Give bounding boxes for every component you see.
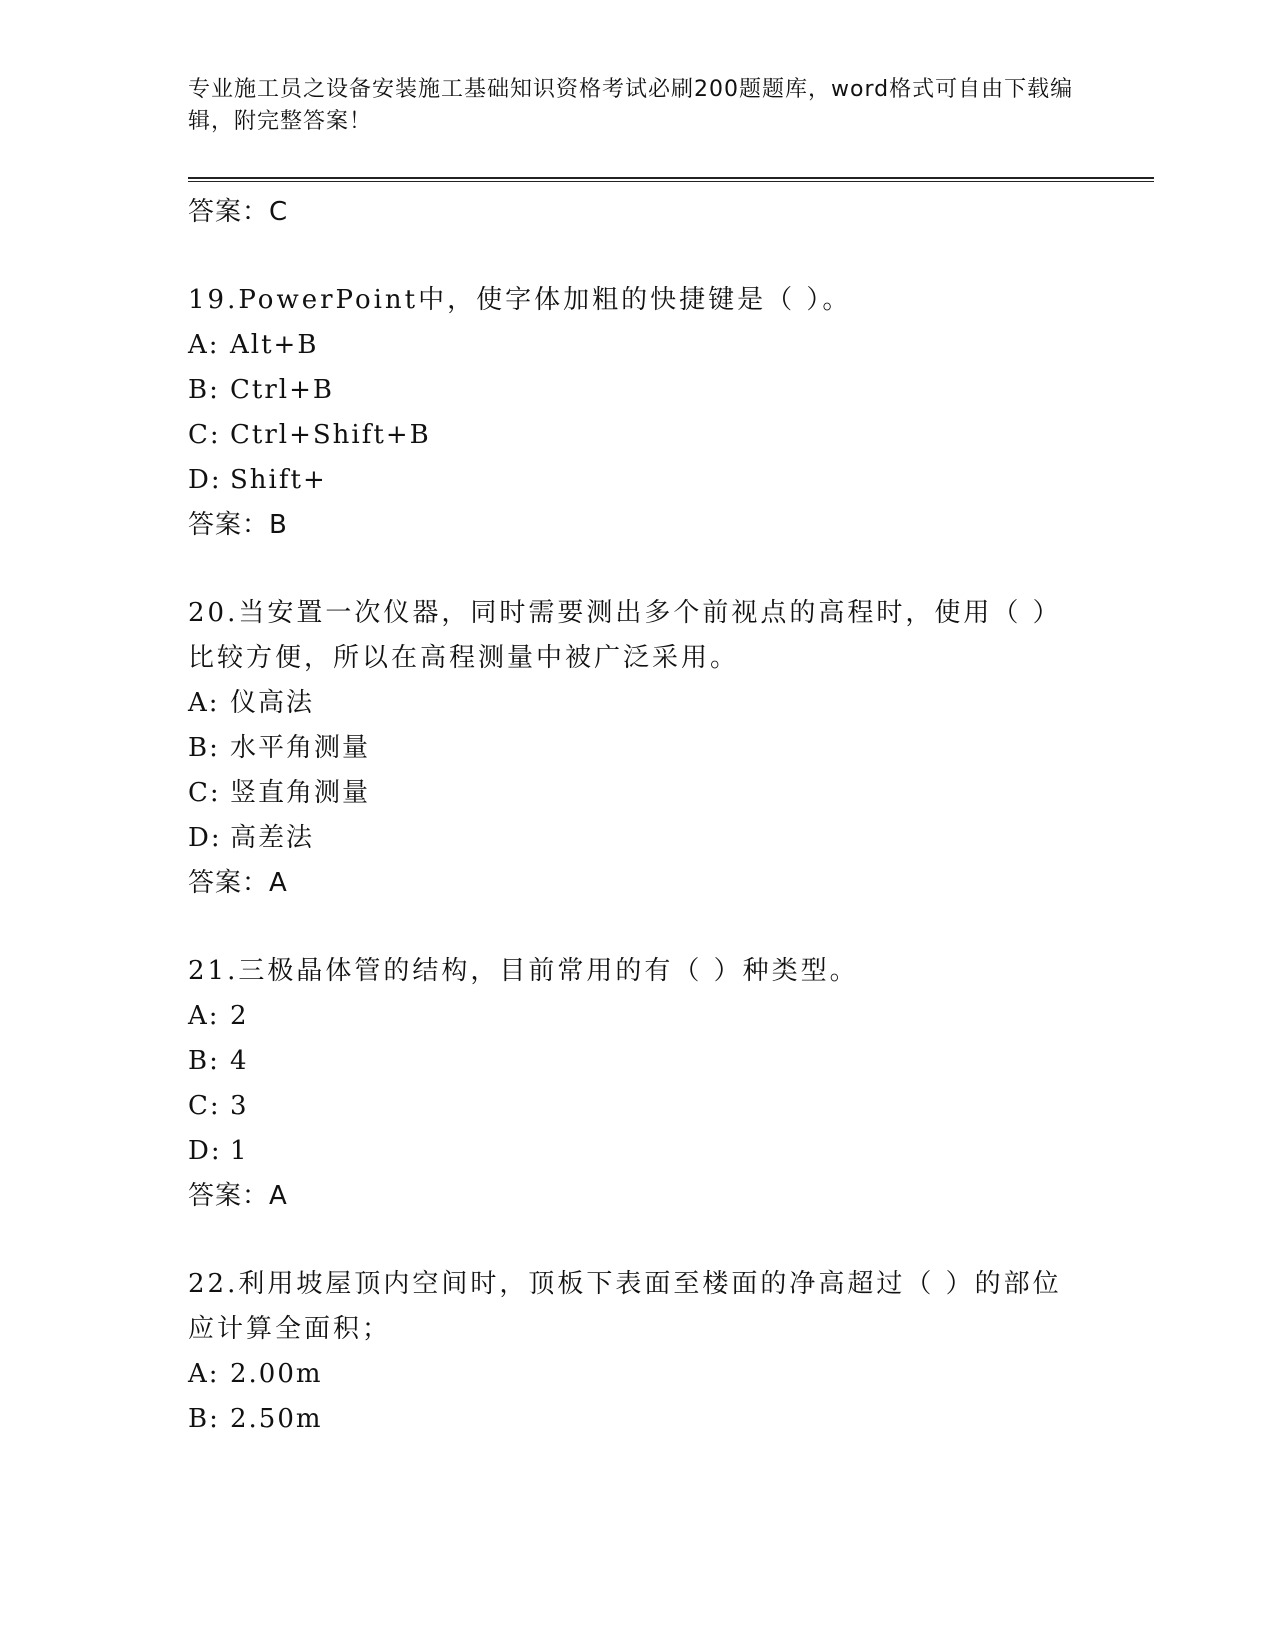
option-letter: C: — [188, 778, 221, 808]
option-letter: B: — [188, 1046, 220, 1076]
option-a — [188, 994, 1088, 1039]
question-text: 21.三极晶体管的结构，目前常用的有（ ）种类型。 — [188, 956, 859, 986]
option-a — [188, 323, 1088, 368]
option-text: 3 — [230, 1091, 249, 1121]
header-rule-bottom — [188, 181, 1154, 182]
question-item — [188, 949, 1088, 1218]
option-text: 2.00m — [230, 1359, 323, 1389]
option-letter: A: — [188, 688, 220, 718]
option-letter: B: — [188, 375, 220, 405]
option-a — [188, 1352, 1088, 1397]
document-header: 专业施工员之设备安装施工基础知识资格考试必刷200题题库，word格式可自由下载编辑，附完整答案！ — [188, 77, 1074, 134]
option-text: Shift+ — [230, 465, 327, 495]
option-text: 2 — [230, 1001, 249, 1031]
option-text: 1 — [230, 1136, 249, 1166]
option-b — [188, 1039, 1088, 1084]
question-text: 19.PowerPoint中，使字体加粗的快捷键是（ ）。 — [188, 285, 852, 315]
question-item — [188, 1262, 1088, 1442]
option-text: 竖直角测量 — [230, 778, 371, 808]
answer-label: 答案：B — [188, 510, 288, 540]
option-text: 高差法 — [230, 823, 315, 853]
option-b — [188, 368, 1088, 413]
option-text: Alt+B — [230, 330, 319, 360]
header-rule-top — [188, 177, 1154, 179]
question-item — [188, 278, 1088, 547]
option-text: 4 — [230, 1046, 249, 1076]
option-text: Ctrl+B — [230, 375, 334, 405]
option-text: 水平角测量 — [230, 733, 371, 763]
option-letter: D: — [188, 1136, 222, 1166]
option-letter: C: — [188, 1091, 221, 1121]
answer-label: 答案：A — [188, 1181, 288, 1211]
answer-label: 答案：A — [188, 868, 288, 898]
option-text: 2.50m — [230, 1404, 323, 1434]
question-item — [188, 591, 1088, 905]
question-text: 22.利用坡屋顶内空间时，顶板下表面至楼面的净高超过（ ）的部位应计算全面积； — [188, 1269, 1062, 1344]
option-b — [188, 1397, 1088, 1442]
option-letter: A: — [188, 330, 220, 360]
option-d — [188, 1129, 1088, 1174]
option-c — [188, 771, 1088, 816]
question-text: 20.当安置一次仪器，同时需要测出多个前视点的高程时，使用（ ）比较方便，所以在高程测量中被广泛采用。 — [188, 598, 1062, 673]
option-d — [188, 458, 1088, 503]
option-letter: C: — [188, 420, 221, 450]
option-letter: A: — [188, 1001, 220, 1031]
answer-label: 答案：C — [188, 197, 289, 227]
option-d — [188, 816, 1088, 861]
option-text: Ctrl+Shift+B — [230, 420, 431, 450]
option-letter: D: — [188, 465, 222, 495]
option-c — [188, 413, 1088, 458]
option-c — [188, 1084, 1088, 1129]
option-text: 仪高法 — [230, 688, 315, 718]
option-b — [188, 726, 1088, 771]
option-a — [188, 681, 1088, 726]
option-letter: B: — [188, 733, 220, 763]
option-letter: A: — [188, 1359, 220, 1389]
option-letter: B: — [188, 1404, 220, 1434]
option-letter: D: — [188, 823, 222, 853]
question-list — [188, 190, 1088, 1486]
